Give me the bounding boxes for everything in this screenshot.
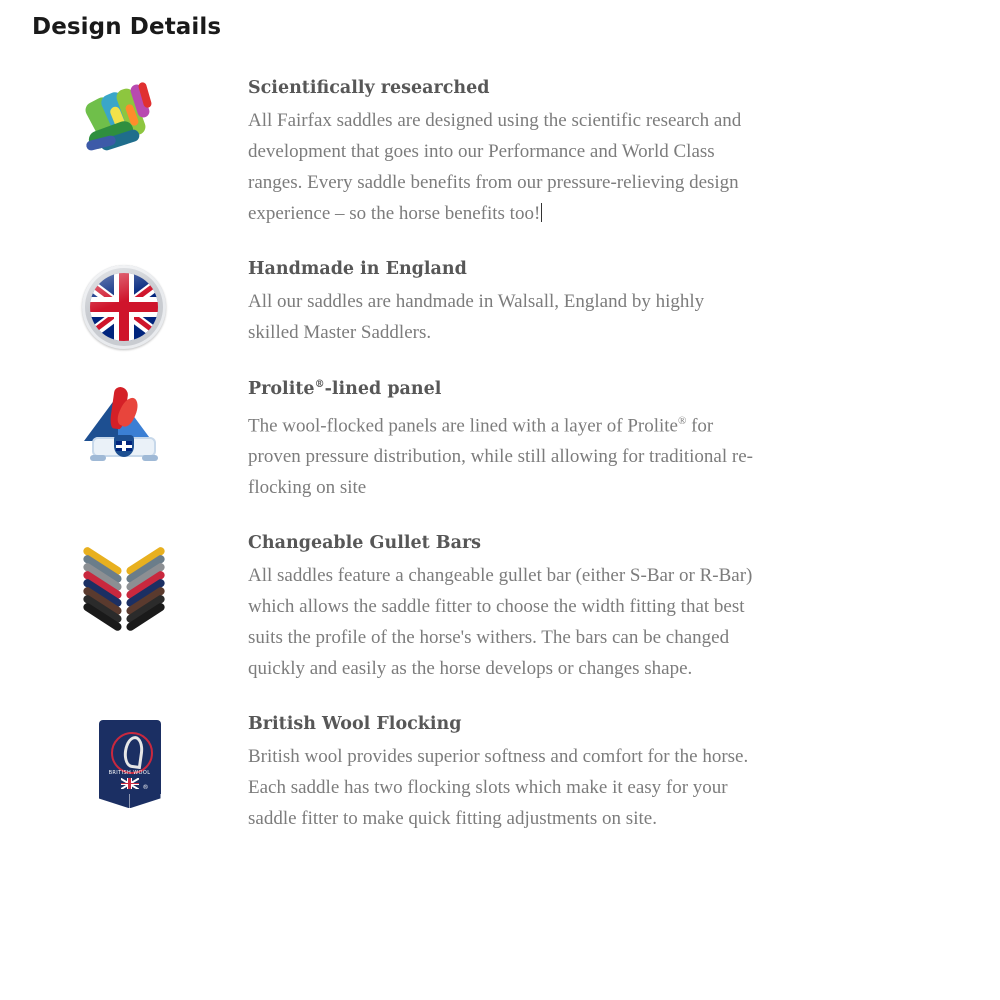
feature-body: All saddles feature a changeable gullet bar (either S-Bar or R-Bar) which allows the saddle fitter to choose the width fitting that best suits the profile of the horse's withers. The bars can be changed quickly and easily as the horse develops or changes shape. xyxy=(248,565,753,680)
feature-body-pre: The wool-flocked panels are lined with a layer of Prolite xyxy=(248,415,678,437)
feature-body: British wool provides superior softness and comfort for the horse. Each saddle has two flocking slots which make it easy for your saddle fitter to make quick fitting adjustments on site. xyxy=(248,746,749,830)
feature-text-cell xyxy=(248,533,758,684)
feature-body xyxy=(248,406,758,503)
feature-text-cell xyxy=(248,259,758,348)
wool-badge-label: BRITISH WOOL xyxy=(108,770,151,777)
colorful-pressure-scan-icon xyxy=(84,82,168,166)
feature-text-cell xyxy=(248,78,758,229)
feature-icon-cell xyxy=(0,78,248,168)
feature-body-post: for proven pressure distribution, while still allowing for traditional re-flocking on site xyxy=(248,415,753,499)
feature-body: All our saddles are handmade in Walsall, England by highly skilled Master Saddlers. xyxy=(248,291,705,343)
feature-text-cell xyxy=(248,379,758,503)
feature-title: Scientifically researched xyxy=(248,78,490,98)
feature-title: British Wool Flocking xyxy=(248,714,462,735)
feature-title: Changeable Gullet Bars xyxy=(248,533,482,554)
feature-icon-cell xyxy=(0,533,248,623)
wool-badge-registered: ® xyxy=(142,784,149,792)
text-cursor xyxy=(541,203,542,222)
prolite-panel-icon xyxy=(82,385,166,469)
feature-body xyxy=(248,105,758,229)
union-jack-roundel-icon xyxy=(82,265,166,349)
feature-body-text: All Fairfax saddles are designed using the scientific research and development that goes into our Performance and World Class ranges. Every saddle benefits from our pressure-relieving design experience – so the horse benefits too! xyxy=(248,110,742,224)
feature-title-pre: Prolite xyxy=(248,379,315,399)
british-wool-badge-icon xyxy=(99,720,161,808)
registered-mark: ® xyxy=(678,415,687,427)
list-item xyxy=(0,259,1000,349)
feature-title-post: -lined panel xyxy=(324,379,442,399)
list-item xyxy=(0,533,1000,684)
registered-mark: ® xyxy=(314,379,325,391)
feature-text-cell xyxy=(248,714,758,834)
list-item xyxy=(0,714,1000,834)
feature-title xyxy=(248,379,758,400)
page-title: Design Details xyxy=(32,14,222,40)
feature-list xyxy=(0,78,1000,864)
list-item xyxy=(0,379,1000,503)
feature-icon-cell xyxy=(0,259,248,349)
feature-icon-cell xyxy=(0,714,248,808)
feature-title: Handmade in England xyxy=(248,259,467,279)
gullet-bars-chevron-icon xyxy=(82,539,166,623)
feature-icon-cell xyxy=(0,379,248,469)
list-item xyxy=(0,78,1000,229)
